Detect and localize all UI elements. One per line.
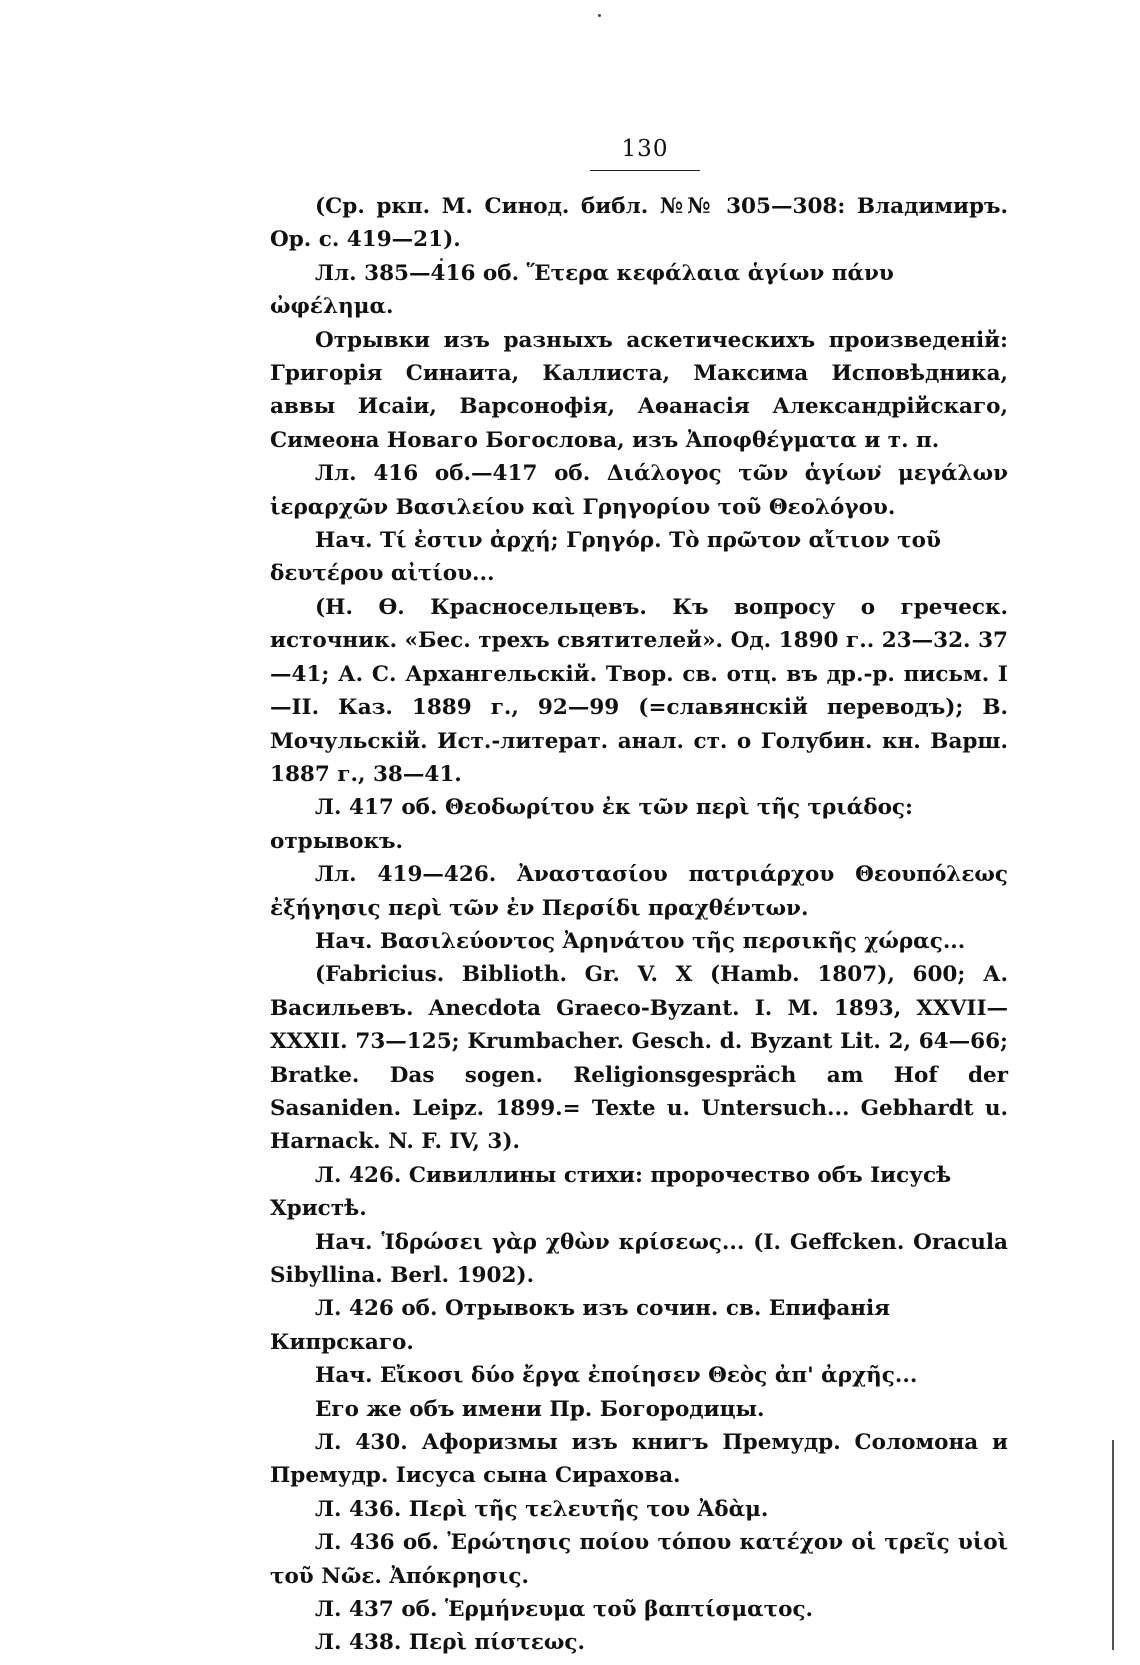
paragraph-14: Нач. Εἴκοσι δύο ἔργα ἐποίησεν Θεὸς ἀπ' ἀρχῆς... [315, 1363, 918, 1389]
paragraph-15: Его же объ имени Пр. Богородицы. [315, 1396, 765, 1422]
paragraph-2: Лл. 385—416 об. Ἕτερα κεφάλαια ἁγίων πάνυ ὠφέλημα. [270, 260, 894, 320]
paragraph-20: Л. 438. Περὶ πίστεως. [315, 1630, 585, 1656]
paragraph-5: Нач. Τί ἐστιν ἀρχή; Γρηγόρ. Τὸ πρῶτον αἴτιον τοῦ δευτέρου αἰτίου... [270, 528, 941, 587]
paragraph-3: Отрывки изъ разныхъ аскетическихъ произведеній: Григорія Синаита, Каллиста, Максима Исповѣдника, аввы Исаіи, Варсонофія, Аѳанасія Александрійскаго, Симеона Новаго Богослова, изъ Ἀποφθέγματα и т. п. [270, 327, 1008, 453]
paragraph-11: Л. 426. Сивиллины стихи: пророчество объ Іисусѣ Христѣ. [270, 1162, 952, 1222]
paragraph-17: Л. 436. Περὶ τῆς τελευτῆς του Ἀδὰμ. [315, 1496, 769, 1522]
paragraph-1: (Ср. ркп. М. Синод. библ. №№ 305—308: Владимиръ. Ор. с. 419—21). [270, 194, 1008, 253]
paragraph-4: Лл. 416 об.—417 об. Διάλογος τῶν ἁγίων μεγάλων ἱεραρχῶν Βασιλείου καὶ Γρηγορίου τοῦ Θεολόγου. [270, 461, 1008, 520]
paragraph-6: (Н. Ѳ. Красносельцевъ. Къ вопросу о греческ. источник. «Бес. трехъ святителей». Од. 1890 г.. 23—32. 37—41; А. С. Архангельскій. Твор. св. отц. въ др.-р. письм. I—II. Каз. 1889 г., 92—99 (=славянскій переводъ); В. Мочульскій. Ист.-литерат. анал. ст. о Голубин. кн. Варш. 1887 г., 38—41. [270, 594, 1008, 787]
paragraph-7: Л. 417 об. Θεοδωρίτου ἐκ τῶν περὶ τῆς τριάδος: отрывокъ. [270, 795, 913, 854]
text-body [270, 190, 1008, 1660]
scan-speck [598, 14, 601, 17]
page-number: 130 [621, 136, 669, 162]
paragraph-13: Л. 426 об. Отрывокъ изъ сочин. св. Епифанія Кипрскаго. [270, 1296, 891, 1355]
paragraph-16: Л. 430. Афоризмы изъ книгъ Премудр. Соломона и Премудр. Іисуса сына Сирахова. [270, 1430, 1008, 1489]
paragraph-10: (Fabricius. Biblioth. Gr. V. X (Hamb. 1807), 600; А. Васильевъ. Anecdota Graeco-Byzant. I. М. 1893, XXVII—XXXII. 73—125; Krumbacher. Gesch. d. Byzant Lit. 2, 64—66; Bratke. Das sogen. Religionsgespräch am Hof der Sasaniden. Leipz. 1899.= Texte u. Untersuch... Gebhardt u. Harnack. N. F. IV, 3). [270, 962, 1008, 1155]
paragraph-19: Л. 437 об. Ἑρμήνευμα τοῦ βαπτίσματος. [315, 1597, 814, 1623]
paragraph-18: Л. 436 об. Ἐρώτησις ποίου τόπου κατέχον οἱ τρεῖς υἱοὶ τοῦ Νῶε. Ἀπόκρησις. [270, 1530, 1008, 1589]
header-rule [590, 170, 700, 171]
paragraph-8: Лл. 419—426. Ἀναστασίου πατριάρχου Θεουπόλεως ἐξήγησις περὶ τῶν ἐν Περσίδι πραχθέντων. [270, 862, 1008, 921]
paragraph-12: Нач. Ἱδρώσει γὰρ χθὼν κρίσεως... (I. Geffcken. Oracula Sibyllina. Berl. 1902). [270, 1229, 1008, 1288]
binding-edge-mark [1112, 1440, 1114, 1650]
paragraph-9: Нач. Βασιλεύοντος Ἀρηνάτου τῆς περσικῆς χώρας... [315, 928, 966, 954]
